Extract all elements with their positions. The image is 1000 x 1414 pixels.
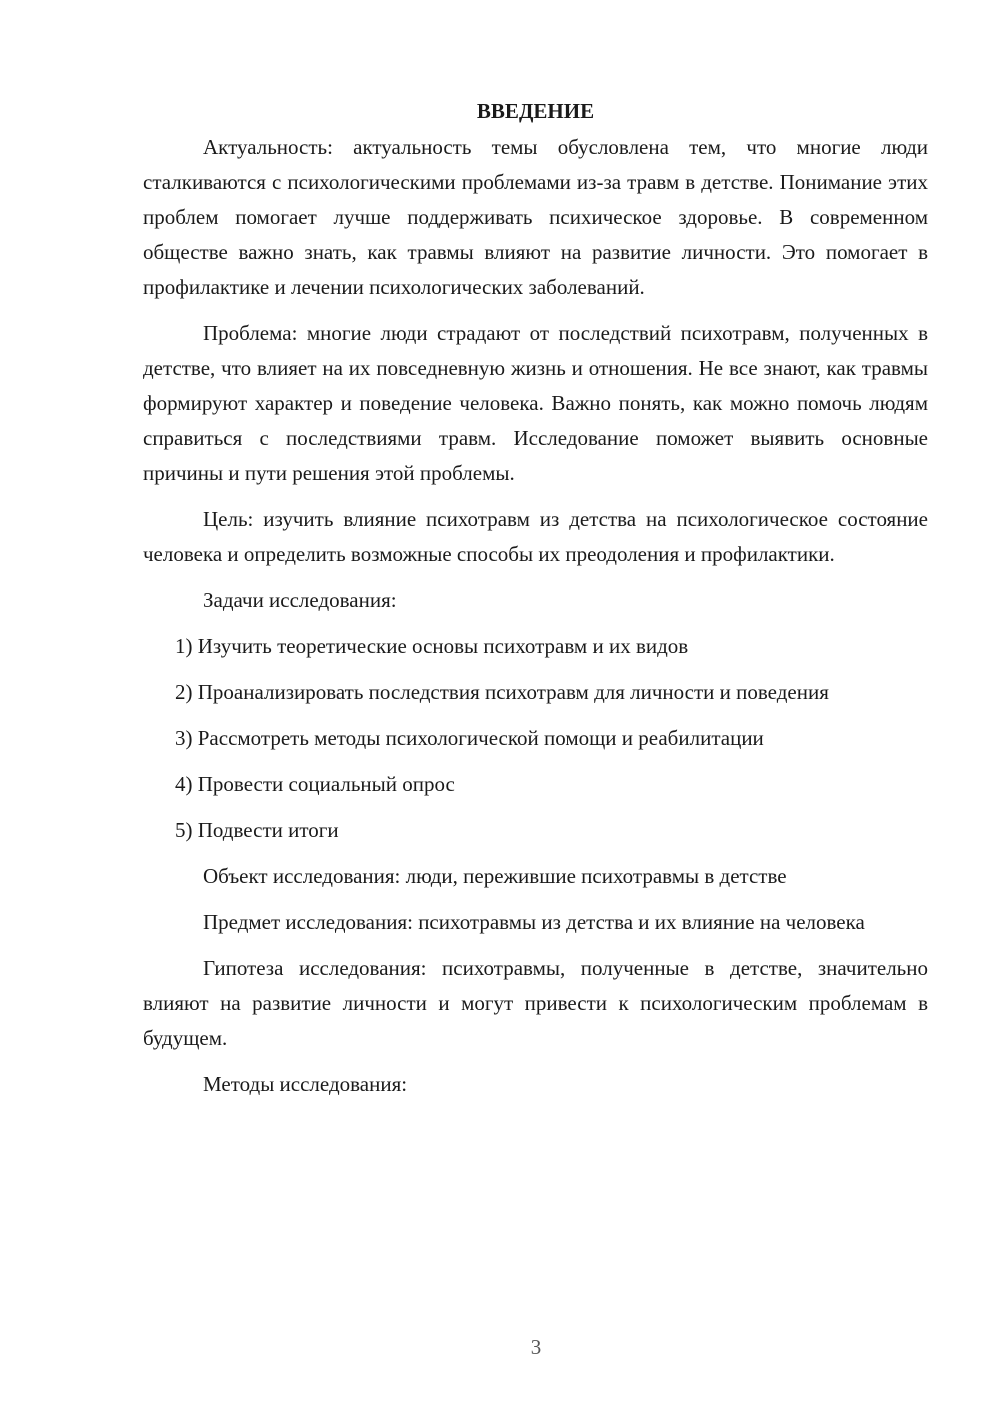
task-item-4: 4) Провести социальный опрос (175, 772, 455, 796)
subject-paragraph: Предмет исследования: психотравмы из детства и их влияние на человека (203, 910, 865, 934)
goal-paragraph: Цель: изучить влияние психотравм из детства на психологическое состояние человека и определить возможные способы их преодоления и профилактики. (143, 507, 928, 566)
page-title: ВВЕДЕНИЕ (476, 99, 595, 123)
task-item-2: 2) Проанализировать последствия психотравм для личности и поведения (175, 680, 829, 704)
page-content (143, 96, 928, 1102)
page-number: 3 (530, 1335, 542, 1359)
relevance-paragraph: Актуальность: актуальность темы обусловлена тем, что многие люди сталкиваются с психологическими проблемами из-за травм в детстве. Понимание этих проблем помогает лучше поддерживать психическое здоровье. В современном обществе важно знать, как травмы влияют на развитие личности. Это помогает в профилактике и лечении психологических заболеваний. (143, 135, 928, 299)
hypothesis-paragraph: Гипотеза исследования: психотравмы, полученные в детстве, значительно влияют на развитие личности и могут привести к психологическим проблемам в будущем. (143, 956, 928, 1050)
task-item-5: 5) Подвести итоги (175, 818, 339, 842)
object-paragraph: Объект исследования: люди, пережившие психотравмы в детстве (203, 864, 787, 888)
task-item-3: 3) Рассмотреть методы психологической помощи и реабилитации (175, 726, 764, 750)
methods-heading: Методы исследования: (203, 1072, 408, 1096)
problem-paragraph: Проблема: многие люди страдают от последствий психотравм, полученных в детстве, что влияет на их повседневную жизнь и отношения. Не все знают, как травмы формируют характер и поведение человека. Важно понять, как можно помочь людям справиться с последствиями травм. Исследование поможет выявить основные причины и пути решения этой проблемы. (143, 321, 928, 485)
task-item-1: 1) Изучить теоретические основы психотравм и их видов (175, 634, 689, 658)
tasks-heading: Задачи исследования: (203, 588, 397, 612)
